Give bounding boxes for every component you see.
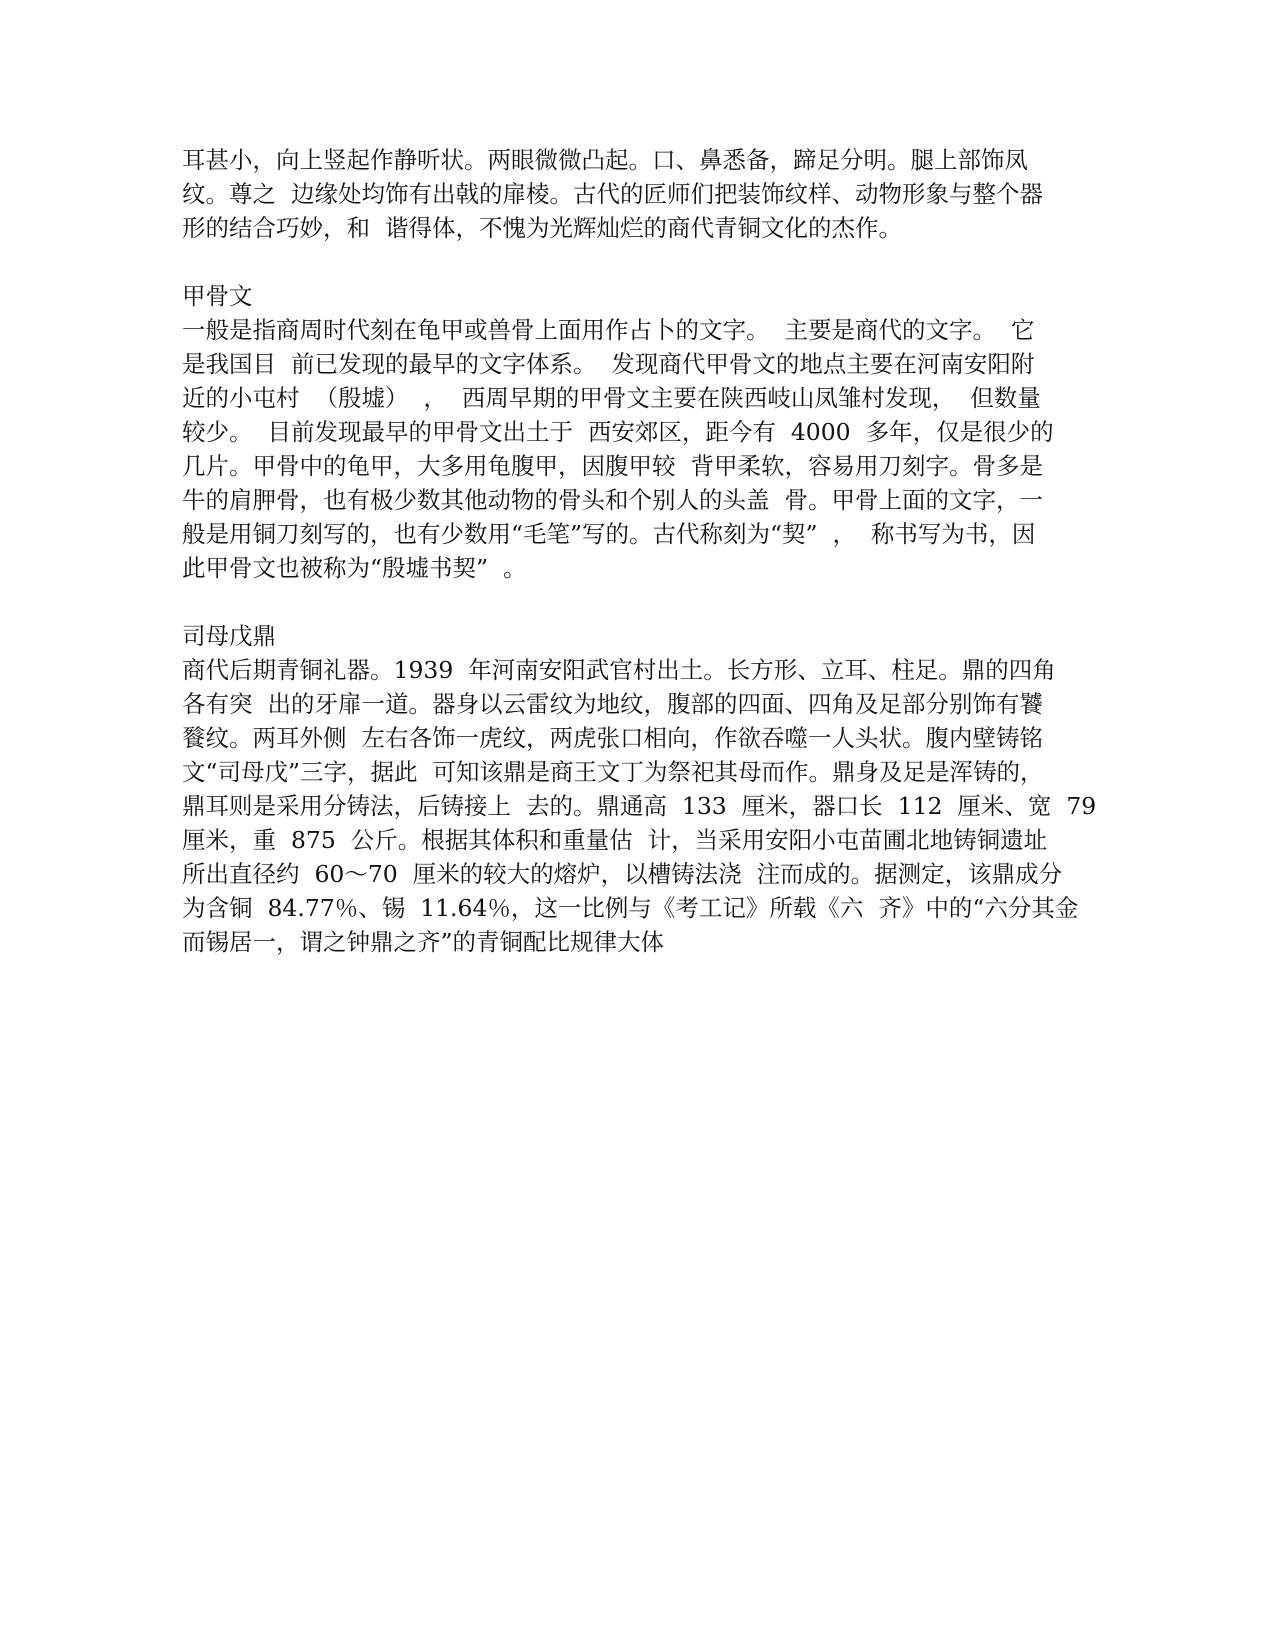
- section-bronze-zun-continuation: [182, 143, 1072, 245]
- text-line: 此甲骨文也被称为“殷墟书契” 。: [182, 554, 527, 582]
- section-oracle-bone-script: [182, 279, 1072, 585]
- text-line: 纹。尊之 边缘处均饰有出戟的扉棱。古代的匠师们把装饰纹样、动物形象与整个器: [182, 180, 1043, 208]
- text-line: 各有突 出的牙扉一道。器身以云雷纹为地纹，腹部的四面、四角及足部分别饰有饕: [182, 690, 1043, 718]
- text-line: 一般是指商周时代刻在龟甲或兽骨上面用作占卜的文字。 主要是商代的文字。 它: [182, 316, 1035, 344]
- text-line: 牛的肩胛骨，也有极少数其他动物的骨头和个别人的头盖 骨。甲骨上面的文字，一: [182, 486, 1043, 514]
- text-line: 几片。甲骨中的龟甲，大多用龟腹甲，因腹甲较 背甲柔软，容易用刀刻字。骨多是: [182, 452, 1043, 480]
- text-line: 为含铜 84.77％、锡 11.64％，这一比例与《考工记》所载《六 齐》中的“六分其金: [182, 894, 1079, 922]
- text-line: 文“司母戊”三字，据此 可知该鼎是商王文丁为祭祀其母而作。鼎身及足是浑铸的，: [182, 758, 1044, 786]
- section-simuwu-ding: [182, 619, 1097, 959]
- document-body: [182, 143, 1097, 959]
- text-line: 商代后期青铜礼器。1939 年河南安阳武官村出土。长方形、立耳、柱足。鼎的四角: [182, 656, 1056, 684]
- text-line: 近的小屯村 （殷墟） ， 西周早期的甲骨文主要在陕西岐山凤雏村发现， 但数量: [182, 384, 1041, 412]
- paragraph-gap: [182, 245, 1072, 279]
- text-line: 鼎耳则是采用分铸法，后铸接上 去的。鼎通高 133 厘米，器口长 112 厘米、宽 79: [182, 792, 1097, 820]
- text-line: 厘米，重 875 公斤。根据其体积和重量估 计，当采用安阳小屯苗圃北地铸铜遗址: [182, 826, 1048, 854]
- text-line: 较少。 目前发现最早的甲骨文出土于 西安郊区，距今有 4000 多年，仅是很少的: [182, 418, 1054, 446]
- text-line: 形的结合巧妙，和 谐得体，不愧为光辉灿烂的商代青铜文化的杰作。: [182, 214, 902, 242]
- text-line: 餮纹。两耳外侧 左右各饰一虎纹，两虎张口相向，作欲吞噬一人头状。腹内壁铸铭: [182, 724, 1043, 752]
- paragraph-gap: [182, 585, 1072, 619]
- text-line: 所出直径约 60～70 厘米的较大的熔炉，以槽铸法浇 注而成的。据测定，该鼎成分: [182, 860, 1063, 888]
- section-heading: 司母戊鼎: [182, 622, 276, 650]
- text-line: 般是用铜刀刻写的，也有少数用“毛笔”写的。古代称刻为“契” ， 称书写为书，因: [182, 520, 1036, 548]
- text-line: 是我国目 前已发现的最早的文字体系。 发现商代甲骨文的地点主要在河南安阳附: [182, 350, 1035, 378]
- text-line: 而锡居一，谓之钟鼎之齐”的青铜配比规律大体: [182, 928, 665, 956]
- text-line: 耳甚小，向上竖起作静听状。两眼微微凸起。口、鼻悉备，蹄足分明。腿上部饰凤: [182, 146, 1028, 174]
- section-heading: 甲骨文: [182, 282, 253, 310]
